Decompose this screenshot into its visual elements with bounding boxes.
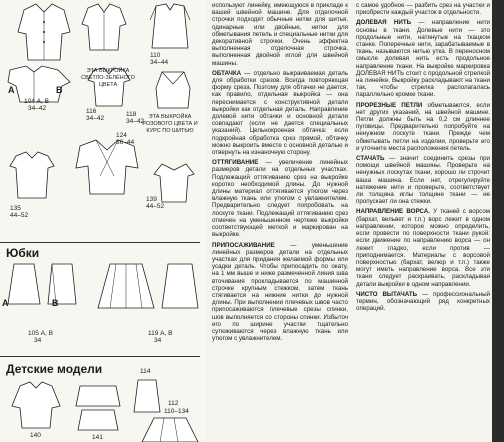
label-105: 105 А, В [28,330,53,337]
label-116: 116 [86,108,97,115]
term: ДОЛЕВАЯ НИТЬ [356,19,412,27]
term: ЧИСТО ВЫТАЧАТЬ [356,290,418,298]
label-139-sizes: 44–52 [146,203,165,210]
label-104: 104 А, В [24,98,49,105]
definition: — профессиональный термин, обозначающий ряд конкретных операций. [356,290,490,313]
label-116-sizes: 34–42 [86,115,105,122]
definition: — увеличение линейных размеров детали на отдельных участках. Подлежащий оттягиванию срез на выкройке коротко необходимой длины. До нужной длины материал оттягивается утюгом через влажную ткань или утюгом с увлажнителем. Предварительно следует попробовать на лоскуте ткани. Подлежащий оттягиванию срез отмечен на уменьшенном чертеже выкройки соответствующей меткой и маркирован на выкройке. [212,159,348,239]
label-141: 141 [92,434,103,441]
garment-drawing-blouse-108 [14,2,74,62]
term: ОТТЯГИВАНИЕ [212,159,259,167]
label-118-sizes: 34–42 [126,118,145,125]
variant-b-mark: B [52,298,59,308]
glossary-entry [212,70,348,156]
glossary-entry [356,19,490,98]
garment-drawing-118 [148,68,198,110]
definition: — уменьшение линейных размеров детали на отдельных участках для придания желаемой формы или усадки деталь. Чтобы припосадить по окату, на 1 мм выше и ниже размеченной линия шва вточивания прокладывается по машинной строчке крупным стежком, затем ткань стягивается на нижние нитки до нужной длины. При выполнении плечевых швов часто припосаживаются плечевые срезы спинки, шов выполняется со стороны спинки. Избыточ его по ширине участки тщательно сутюживаются через влажную ткань или утюгом с увлажнителем. [212,241,348,343]
term: НАПРАВЛЕНИЕ ВОРСА. [356,208,430,216]
term: ОБТАЧКА [212,69,242,77]
glossary-column-1 [212,2,348,440]
text-paragraph: используют линейку, имеющуюся в прикладе к вашей швейной машине. Для отделочной строчки подходят обычные нитки для шитья, одинарные или двойные, нитки для обметывания петель и специальные нитки для декоративной строчки. Очень эффектна выполненная отделочная строчка, выполненная двойной иглой для швейной машины. [212,2,348,67]
term: СТАЧАТЬ [356,155,385,163]
glossary-entry [356,155,490,205]
glossary-entry [212,242,348,343]
section-title-kids: Детские модели [6,362,103,376]
pattern-catalog-panel [0,0,206,442]
variant-a-mark: A [8,85,15,95]
glossary-column-2 [356,2,490,440]
term: ПРИПОСАЖИВАНИЕ [212,241,275,249]
label-124: 124 [116,132,127,139]
garment-drawing-top-110 [146,2,194,52]
label-118: 118 [126,111,137,118]
garment-drawing-139 [150,160,198,204]
section-divider [0,356,200,357]
section-title-skirts: Юбки [6,246,40,260]
variant-a-mark: A [2,298,9,308]
skirt-drawing-105b [44,262,80,306]
label-114: 114 [140,368,151,375]
glossary-entry [212,159,348,238]
definition: — отдельно выкраиваемая деталь для обработки срезов. Всегда повторяющая форму среза. Поэтому для обтачки не дается, как правило, отдельная выкройка — она переснимается с конструктивной детали выкройки как отдельная деталь. Направление долевой нити обтачки и основной детали совпадают (если не дается специальных указаний). Цельнокроеная обтачка: если подкройная обработка срез прямой, обтачку можно выкроить вместе с основной деталью и отвернуть на изнаночную сторону. [212,69,348,157]
label-110-sizes: 34–44 [150,59,169,66]
section-divider [0,242,200,243]
skirt-drawing-105a [6,262,42,306]
variant-b-mark: B [56,85,63,95]
glossary-entry [356,102,490,152]
note-pink-pattern: ЭТА ВЫКРОЙКА РОЗОВОГО ЦВЕТА И КУРС ПО ШИТЬЮ [142,114,198,134]
label-112-sizes: 110–134 [164,408,189,415]
label-105-sizes: 34 [34,337,42,344]
label-139: 139 [146,196,157,203]
note-green-pattern: ЭТА ВЫКРОЙКА СВЕТЛО-ЗЕЛЁНОГО ЦВЕТА [81,68,135,88]
page-edge-shadow [492,0,504,442]
term: ПРОРЕЗНЫЕ ПЕТЛИ [356,101,423,109]
label-104-sizes: 34–42 [28,105,47,112]
label-119: 119 А, В [148,330,173,337]
label-124-sizes: 36–44 [116,139,135,146]
definition: — направление нити основы в ткани. Долевые нити — это продольные нити, натянутые на ткацком станке. Поперечные нити, зарабатываемые в ткань, называются нитью утка. В переносном смысле долевая нить есть продольное направление ткани. На выкройке маркировка ДОЛЕВАЯ НИТЬ стоит с продольной стрелкой на линейке. Выкройку раскладывают на ткани так, чтобы стрелка располагалась параллельно кромке ткани. [356,19,490,99]
label-140: 140 [30,432,41,439]
definition: — значит соединить срезы при помощи швейной машины. Проверьте на ненужных лоскутах ткани, хорошо ли строчит ваша машина. Если нет, отрегулируйте натяжение нити и проверьте, соответствует ли толщина иглы толщине ткани — не пропускает ли она стежки. [356,155,490,206]
kids-drawing-141 [70,382,126,432]
text-paragraph: с самое удобное — разбить срез на участки и приобрести каждый участок в отдельности. [356,2,490,17]
label-110: 110 [150,52,161,59]
label-135: 135 [10,205,21,212]
label-135-sizes: 44–52 [10,212,29,219]
skirt-drawing-119b [160,262,200,310]
skirt-drawing-119 [96,262,156,310]
definition: обметываются, если нет других указаний, на швейной машине. Петли должны быть на 0,2 см длиннее пуговицы. Предварительно попробуйте на ненужном лоскуте ткани. Прежде чем обметывать петли на изделии, проверьте его и уточните места расположения петель. [356,101,490,152]
label-119-sizes: 34 [154,337,162,344]
garment-drawing-blouse-109 [80,2,128,52]
glossary-entry [356,291,490,313]
garment-drawing-135 [6,150,58,200]
kids-drawing-140 [10,380,62,430]
label-112: 112 [168,400,179,407]
glossary-entry [356,208,490,287]
definition: У тканей с ворсом (бархат, вельвет и т.п.) ворс лежит в одном направлении, которое можно определить, если провести по поверхности ткани рукой: если движение по направлению ворса — он лежит гладко, если против — приподнимается. Материалы с ворсовой поверхностью (бархат, велюр и т.п.) также могут иметь направление ворса. Все эти ткани следует раскраивать, раскладывая детали выкройки в одном направлении. [356,208,490,288]
kids-drawing-112 [140,416,200,442]
kids-drawing-114 [132,378,162,414]
